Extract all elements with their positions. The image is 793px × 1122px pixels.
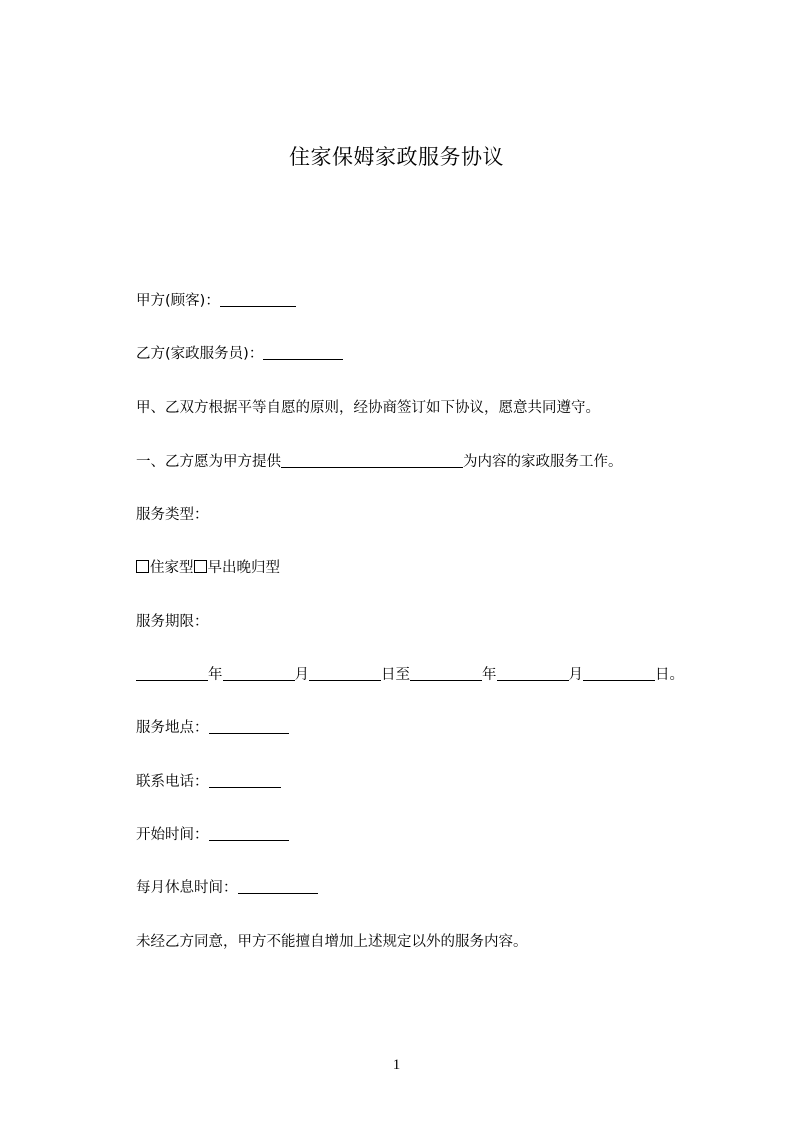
day-service-checkbox[interactable]: [194, 560, 207, 573]
live-in-checkbox[interactable]: [136, 560, 149, 573]
service-type-options: [136, 558, 280, 578]
service-content-blank[interactable]: [281, 453, 463, 468]
start-month-blank[interactable]: [223, 666, 295, 681]
party-b-blank[interactable]: [263, 345, 343, 360]
start-year-unit: 年: [208, 667, 223, 683]
contact-phone-label: 联系电话：: [136, 774, 209, 790]
service-location-line: [136, 718, 289, 738]
party-a-line: [136, 291, 296, 311]
party-a-label: 甲方(顾客)：: [136, 293, 220, 309]
restriction-note: 未经乙方同意，甲方不能擅自增加上述规定以外的服务内容。: [136, 934, 528, 950]
monthly-rest-blank[interactable]: [238, 879, 318, 894]
live-in-option-label: 住家型: [150, 560, 194, 576]
service-period-label: 服务期限：: [136, 614, 209, 630]
start-time-label: 开始时间：: [136, 827, 209, 843]
start-day-blank[interactable]: [309, 666, 381, 681]
clause-1-prefix: 一、乙方愿为甲方提供: [136, 454, 281, 470]
end-year-blank[interactable]: [410, 666, 482, 681]
end-month-blank[interactable]: [497, 666, 569, 681]
party-a-blank[interactable]: [220, 292, 296, 307]
start-year-blank[interactable]: [136, 666, 208, 681]
service-location-label: 服务地点：: [136, 720, 209, 736]
end-day-unit: 日。: [655, 667, 684, 683]
party-b-label: 乙方(家政服务员)：: [136, 346, 264, 362]
page-number: 1: [392, 1057, 401, 1073]
start-time-line: [136, 825, 289, 845]
end-year-unit: 年: [482, 667, 497, 683]
clause-1-line: [136, 452, 623, 472]
start-month-unit: 月: [294, 667, 309, 683]
document-title: 住家保姆家政服务协议: [289, 145, 504, 169]
monthly-rest-label: 每月休息时间：: [136, 880, 238, 896]
service-type-label: 服务类型：: [136, 507, 209, 523]
monthly-rest-line: [136, 878, 318, 898]
service-location-blank[interactable]: [209, 719, 289, 734]
day-service-option-label: 早出晚归型: [207, 560, 280, 576]
service-period-dates: [136, 665, 684, 685]
contact-phone-line: [136, 772, 281, 792]
clause-1-suffix: 为内容的家政服务工作。: [463, 454, 623, 470]
end-day-blank[interactable]: [583, 666, 655, 681]
start-day-to: 日至: [381, 667, 410, 683]
intro-paragraph: 甲、乙双方根据平等自愿的原则，经协商签订如下协议，愿意共同遵守。: [136, 400, 600, 416]
start-time-blank[interactable]: [209, 826, 289, 841]
party-b-line: [136, 344, 343, 364]
contact-phone-blank[interactable]: [209, 773, 281, 788]
end-month-unit: 月: [568, 667, 583, 683]
